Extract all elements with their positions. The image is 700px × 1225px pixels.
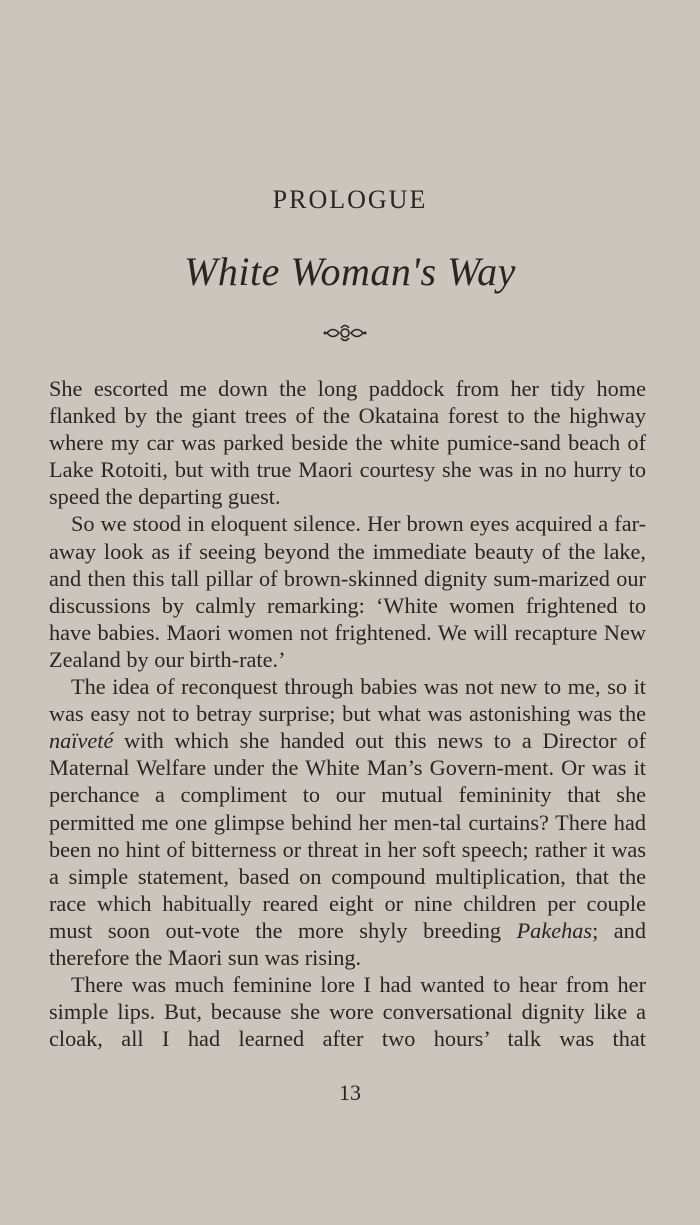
floral-ornament-icon [323,322,367,344]
body-text [49,375,646,1052]
paragraph-3-part-1: The idea of reconquest through babies was not new to me, so it was easy not to betray surprise; but what was astonishing was the [49,674,646,727]
paragraph-1: She escorted me down the long paddock from her tidy home flanked by the giant trees of the Okataina forest to the highway where my car was parked beside the white pumice-sand beach of Lake Rotoiti, but with true Maori courtesy she was in no hurry to speed the departing guest. [49,376,646,510]
section-label: PROLOGUE [272,185,428,214]
paragraph-4: There was much feminine lore I had wanted to hear from her simple lips. But, because she wore conversational dignity like a cloak, all I had learned after two hours’ talk was that [49,972,646,1052]
paragraph-3-part-3: ; and therefore the Maori sun was rising. [49,917,646,970]
naivete-italic: naïveté [49,728,114,754]
page-number: 13 [339,1080,361,1105]
chapter-title: White Woman's Way [184,249,516,294]
paragraph-2: So we stood in eloquent silence. Her brown eyes acquired a far-away look as if seeing beyond the immediate beauty of the lake, and then this tall pillar of brown-skinned dignity sum-marized our discussions by calmly remarking: ‘White women frightened to have babies. Maori women not frightened. We will recapture New Zealand by our birth-rate.’ [49,511,646,672]
paragraph-3 [49,673,646,971]
paragraph-3-part-2: with which she handed out this news to a Director of Maternal Welfare under the White Man’s Govern-ment. Or was it perchance a compliment to our mutual femininity that she permitted me one glimpse behind her men-tal curtains? There had been no hint of bitterness or threat in her soft speech; rather it was a simple statement, based on compound multiplication, that the race which habitually reared eight or nine children per couple must soon out-vote the more shyly breeding [49,728,647,943]
pakehas-italic: Pakehas [516,917,593,943]
